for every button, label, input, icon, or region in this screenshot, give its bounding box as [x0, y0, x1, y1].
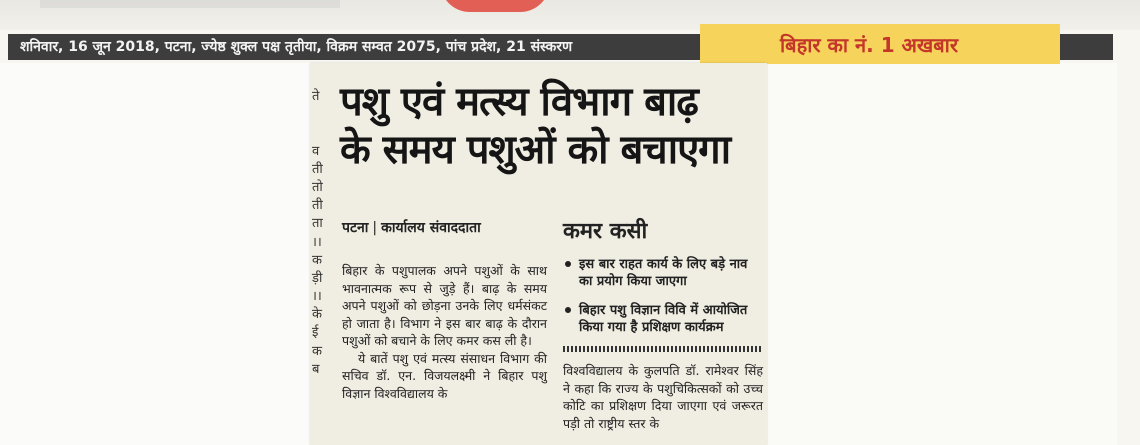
edge-glyph: के: [312, 307, 322, 323]
edge-glyph: ता: [312, 216, 323, 232]
edge-glyph: ।।: [312, 234, 322, 250]
highlights-list: [563, 256, 763, 348]
byline: [342, 218, 481, 237]
paragraph-3: विश्वविद्यालय के कुलपति डॉ. रामेश्वर सिंह ने कहा कि राज्य के पशुचिकित्सकों को उच्च कोटि का प्रशिक्षण दिया जाएगा एवं जरूरत पड़ी तो राष्ट्रीय स्तर के: [563, 363, 763, 431]
edge-glyph: [312, 124, 330, 142]
byline-place: पटना: [342, 220, 369, 236]
edge-glyph: व: [312, 143, 320, 159]
edge-glyph: ।।: [312, 289, 322, 305]
article-body-column-2: [563, 362, 763, 432]
edge-glyph: क: [312, 252, 322, 268]
edge-glyph: क: [312, 343, 322, 359]
edge-glyph: तो: [312, 179, 323, 195]
edge-glyph: ई: [312, 325, 319, 341]
blank-page-right: [767, 63, 1117, 445]
edge-glyph: ते: [312, 89, 320, 104]
tagline-text: बिहार का नं. 1 अखबार: [780, 33, 959, 57]
adjacent-column-edge: [312, 88, 330, 379]
masthead-logo-fragment: [440, 0, 550, 12]
byline-author: कार्यालय संवाददाता: [381, 220, 481, 236]
highlight-item: इस बार राहत कार्य के लिए बड़े नाव का प्रयोग किया जाएगा: [563, 256, 763, 290]
paragraph-2: ये बातें पशु एवं मत्स्य संसाधन विभाग की सचिव डॉ. एन. विजयलक्ष्मी ने बिहार पशु विज्ञान विश्वविद्यालय के: [342, 350, 547, 401]
paragraph-1: बिहार के पशुपालक अपने पशुओं के साथ भावनात्मक रूप से जुड़े हैं। बाढ़ के समय अपने पशुओं को छोड़ना उनके लिए धर्मसंकट हो जाता है। विभाग ने इस बार बाढ़ के दौरान पशुओं को बचाने के लिए कमर कस ली है।: [342, 263, 547, 348]
article-headline: [340, 78, 760, 174]
bullet-icon: [565, 307, 571, 313]
faded-url-text: [40, 0, 340, 8]
edge-glyph: ब: [312, 361, 320, 377]
edge-glyph: ती: [312, 161, 323, 177]
sidebar-title: कमर कसी: [563, 219, 648, 244]
edge-glyph: [312, 106, 330, 124]
dotted-divider: [563, 346, 761, 352]
headline-line-2: के समय पशुओं को बचाएगा: [340, 127, 731, 173]
headline-line-1: पशु एवं मत्स्य विभाग बाढ़: [340, 79, 698, 125]
article-body-column-1: [342, 262, 547, 402]
edge-glyph: ड़ी: [312, 270, 323, 286]
blank-page-left: [0, 63, 310, 445]
bullet-icon: [565, 261, 571, 267]
byline-separator: |: [372, 220, 378, 236]
highlight-item: बिहार पशु विज्ञान विवि में आयोजित किया गया है प्रशिक्षण कार्यक्रम: [563, 302, 763, 336]
dateline-text: शनिवार, 16 जून 2018, पटना, ज्येष्ठ शुक्ल पक्ष तृतीया, विक्रम सम्वत 2075, पांच प्रदेश, 21 संस्करण: [20, 39, 573, 55]
edge-glyph: ती: [312, 198, 323, 214]
